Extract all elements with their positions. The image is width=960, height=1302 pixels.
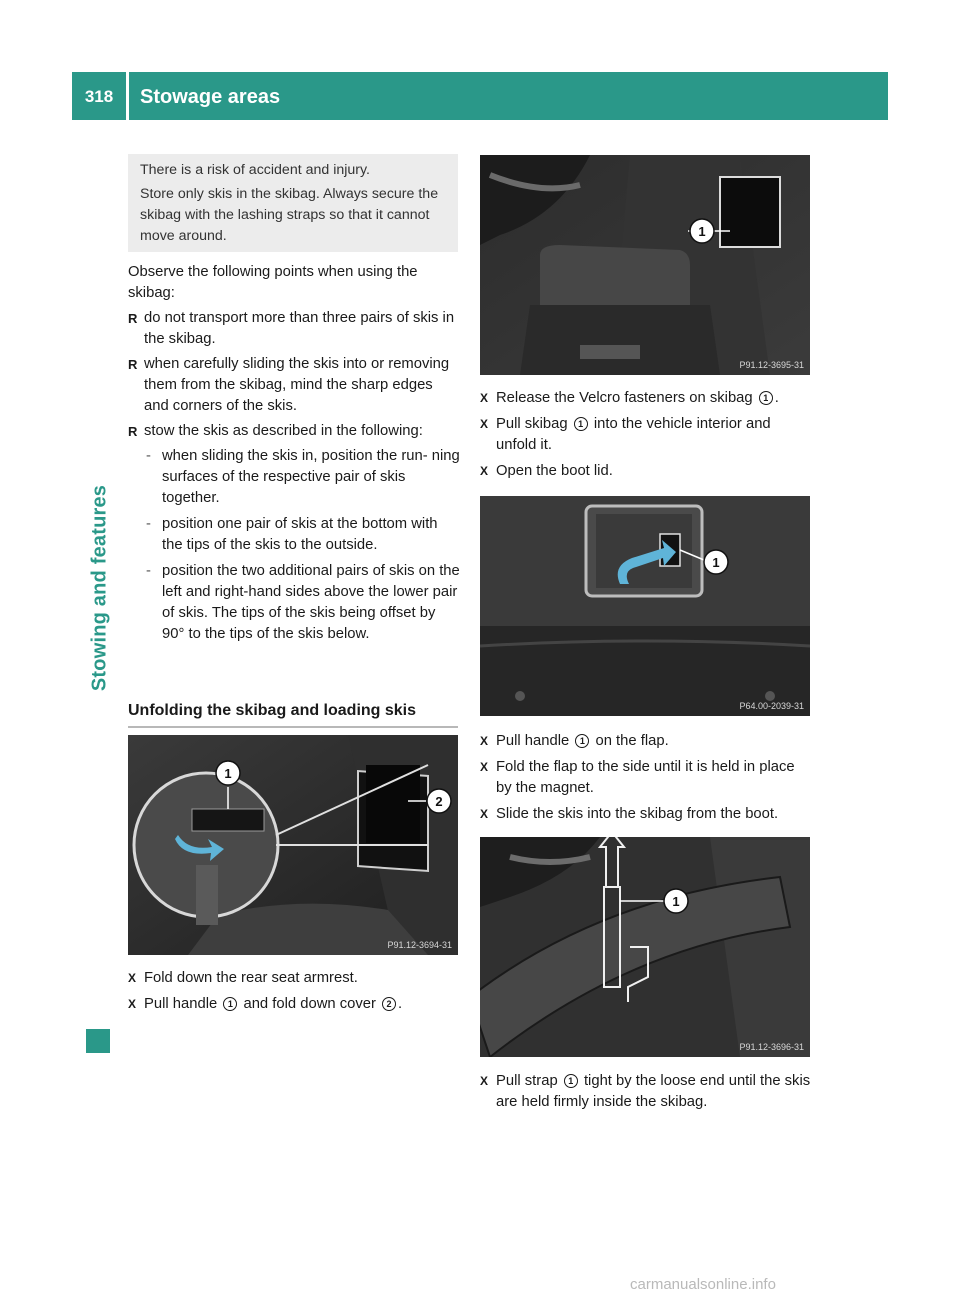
step-item bbox=[480, 1071, 814, 1113]
step-text: . bbox=[398, 996, 403, 1012]
dash-marker: - bbox=[146, 516, 151, 532]
subpoint-text: position the two additional pairs of skis on the left and right-hand sides above the lower pair of skis. The tips of the skis being offset by 90° to the tips of the skis below. bbox=[162, 563, 460, 642]
figure-code: P64.00-2039-31 bbox=[739, 701, 804, 711]
point-item bbox=[128, 421, 460, 442]
point-item bbox=[128, 354, 460, 417]
step-text: tight by the loose end until the skis are held firmly inside the skibag. bbox=[496, 1073, 811, 1110]
bullet-marker: R bbox=[128, 311, 138, 326]
page-title: Stowage areas bbox=[140, 86, 281, 108]
warning-box bbox=[128, 154, 458, 252]
point-text: do not transport more than three pairs of skis in the skibag. bbox=[144, 310, 455, 347]
step-item bbox=[480, 757, 814, 799]
figure-boot-flap bbox=[480, 496, 810, 716]
boot-illustration bbox=[480, 496, 810, 716]
step-marker: X bbox=[480, 760, 489, 774]
intro-paragraph: Observe the following points when using the skibag: bbox=[128, 264, 418, 301]
subpoint-item bbox=[128, 446, 460, 509]
callout-2-label: 2 bbox=[435, 794, 443, 809]
callout-1-label: 1 bbox=[712, 555, 720, 570]
step-text: Pull handle bbox=[144, 996, 218, 1012]
figure-code: P91.12-3695-31 bbox=[739, 360, 804, 370]
watermark: carmanualsonline.info bbox=[630, 1276, 776, 1293]
subpoint-item bbox=[128, 514, 460, 556]
step-text: Slide the skis into the skibag from the boot. bbox=[496, 806, 779, 822]
figure-armrest-handle bbox=[128, 735, 458, 955]
figure-rear-seat-skibag bbox=[480, 155, 810, 375]
figure-code: P91.12-3694-31 bbox=[387, 940, 452, 950]
step-text: on the flap. bbox=[595, 733, 669, 749]
callout-1-inline: 1 bbox=[574, 417, 588, 431]
step-marker: X bbox=[480, 807, 489, 821]
step-text: Open the boot lid. bbox=[496, 463, 613, 479]
callout-1-label: 1 bbox=[224, 766, 232, 781]
subpoint-text: position one pair of skis at the bottom with the tips of the skis to the outside. bbox=[162, 516, 438, 553]
dash-marker: - bbox=[146, 563, 151, 579]
section-heading: Unfolding the skibag and loading skis bbox=[128, 700, 458, 728]
subpoint-item bbox=[128, 561, 460, 645]
step-item bbox=[128, 968, 458, 989]
callout-1-label: 1 bbox=[672, 894, 680, 909]
callout-1-inline: 1 bbox=[575, 734, 589, 748]
side-section-label-text: Stowing and features bbox=[88, 484, 111, 692]
step-marker: X bbox=[480, 391, 489, 405]
step-text: into the vehicle interior and unfold it. bbox=[496, 416, 771, 453]
dash-marker: - bbox=[146, 448, 151, 464]
callout-1-inline: 1 bbox=[564, 1074, 578, 1088]
step-text: and fold down cover bbox=[243, 996, 376, 1012]
step-item bbox=[480, 461, 814, 482]
bullet-marker: R bbox=[128, 424, 138, 439]
page-number: 318 bbox=[84, 87, 114, 106]
side-section-label bbox=[86, 128, 114, 1028]
callout-2-inline: 2 bbox=[382, 997, 396, 1011]
step-marker: X bbox=[480, 464, 489, 478]
rear-seat-illustration bbox=[480, 155, 810, 375]
step-text: Fold down the rear seat armrest. bbox=[144, 970, 358, 986]
armrest-illustration bbox=[128, 735, 458, 955]
point-text: when carefully sliding the skis into or removing them from the skibag, mind the sharp edges and corners of the skis. bbox=[144, 356, 450, 414]
bullet-marker: R bbox=[128, 357, 138, 372]
step-marker: X bbox=[480, 1074, 489, 1088]
step-text: Pull handle bbox=[496, 733, 570, 749]
step-text: . bbox=[774, 390, 779, 406]
step-item bbox=[480, 731, 814, 752]
callout-1-inline: 1 bbox=[759, 391, 773, 405]
step-marker: X bbox=[480, 734, 489, 748]
callout-1-label: 1 bbox=[698, 224, 706, 239]
step-text: Pull skibag bbox=[496, 416, 568, 432]
skibag-strap-illustration bbox=[480, 837, 810, 1057]
callout-1-inline: 1 bbox=[223, 997, 237, 1011]
point-text: stow the skis as described in the following: bbox=[144, 423, 423, 439]
step-item bbox=[480, 388, 814, 409]
step-text: Release the Velcro fasteners on skibag bbox=[496, 390, 753, 406]
step-item bbox=[128, 994, 458, 1015]
step-marker: X bbox=[128, 971, 137, 985]
step-text: Fold the flap to the side until it is held in place by the magnet. bbox=[496, 759, 795, 796]
step-text: Pull strap bbox=[496, 1073, 558, 1089]
step-marker: X bbox=[480, 417, 489, 431]
step-item bbox=[480, 804, 814, 825]
left-column bbox=[128, 262, 460, 650]
header-divider bbox=[126, 72, 129, 120]
point-item bbox=[128, 308, 460, 350]
step-item bbox=[480, 414, 814, 456]
figure-skibag-strap bbox=[480, 837, 810, 1057]
figure-code: P91.12-3696-31 bbox=[739, 1042, 804, 1052]
step-marker: X bbox=[128, 997, 137, 1011]
warning-line-2: Store only skis in the skibag. Always secure the skibag with the lashing straps so that it cannot move around. bbox=[140, 186, 439, 244]
side-section-tab bbox=[86, 1029, 110, 1053]
warning-line-1: There is a risk of accident and injury. bbox=[140, 162, 370, 178]
subpoint-text: when sliding the skis in, position the run- ning surfaces of the respective pair of skis together. bbox=[162, 448, 460, 506]
